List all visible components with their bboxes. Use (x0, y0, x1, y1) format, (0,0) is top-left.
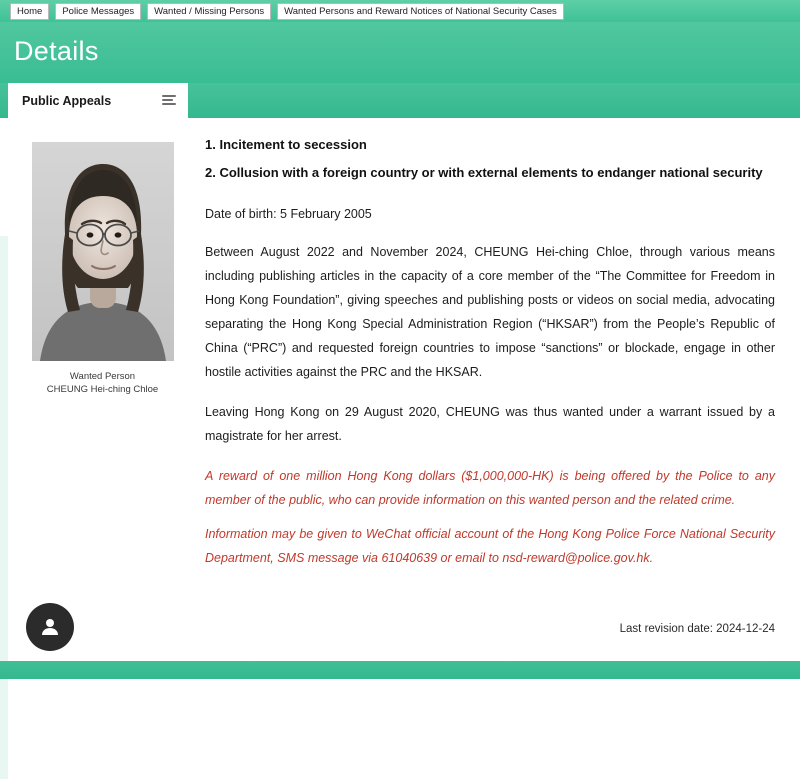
details-content (0, 118, 800, 661)
last-revision-date: Last revision date: 2024-12-24 (619, 623, 775, 635)
page-header (0, 22, 800, 83)
photo-column (0, 118, 205, 661)
reward-notice: A reward of one million Hong Kong dollars ($1,000,000-HK) is being offered by the Police to any member of the public, who can provide information on this wanted person and the related crime. (205, 469, 775, 507)
charge-1: 1. Incitement to secession (205, 137, 367, 152)
breadcrumb-item-police-messages[interactable]: Police Messages (55, 3, 141, 20)
photo-caption (0, 370, 205, 396)
breadcrumb-item-wanted-missing-persons[interactable]: Wanted / Missing Persons (147, 3, 271, 20)
list-icon[interactable] (162, 95, 176, 106)
date-of-birth: Date of birth: 5 February 2005 (205, 207, 372, 221)
charge-2: 2. Collusion with a foreign country or with external elements to endanger national security (205, 165, 763, 180)
page-title: Details (14, 36, 99, 66)
person-icon (38, 615, 62, 639)
breadcrumb (0, 0, 800, 22)
reward-contact-info: Information may be given to WeChat official account of the Hong Kong Police Force National Security Department, SMS message via 61040639 or email to nsd-reward@police.gov.hk. (205, 527, 775, 565)
tab-strip (0, 83, 800, 118)
breadcrumb-item-home[interactable]: Home (10, 3, 49, 20)
photo-caption-line2: CHEUNG Hei-ching Chloe (46, 384, 159, 395)
tab-public-appeals-label: Public Appeals (22, 93, 112, 108)
details-text-column (205, 134, 775, 580)
photo-caption-line1: Wanted Person (69, 371, 136, 382)
account-fab-button[interactable] (26, 603, 74, 651)
tab-public-appeals[interactable] (8, 83, 188, 118)
bottom-accent-bar (0, 661, 800, 679)
description-paragraph-1: Between August 2022 and November 2024, CHEUNG Hei-ching Chloe, through various means including publishing articles in the capacity of a core member of the “The Committee for Freedom in Hong Kong Foundation”, giving speeches and publishing posts or videos on social media, advocating separating the Hong Kong Special Administration Region (“HKSAR”) from the People’s Republic of China (“PRC”) and requested foreign countries to impose “sanctions” or blockade, engage in other hostile activities against the PRC and the HKSAR. (205, 245, 775, 379)
description-paragraph-2: Leaving Hong Kong on 29 August 2020, CHEUNG was thus wanted under a warrant issued by a magistrate for her arrest. (205, 405, 775, 443)
wanted-person-photo (32, 142, 174, 361)
breadcrumb-item-national-security-cases[interactable]: Wanted Persons and Reward Notices of National Security Cases (277, 3, 564, 20)
